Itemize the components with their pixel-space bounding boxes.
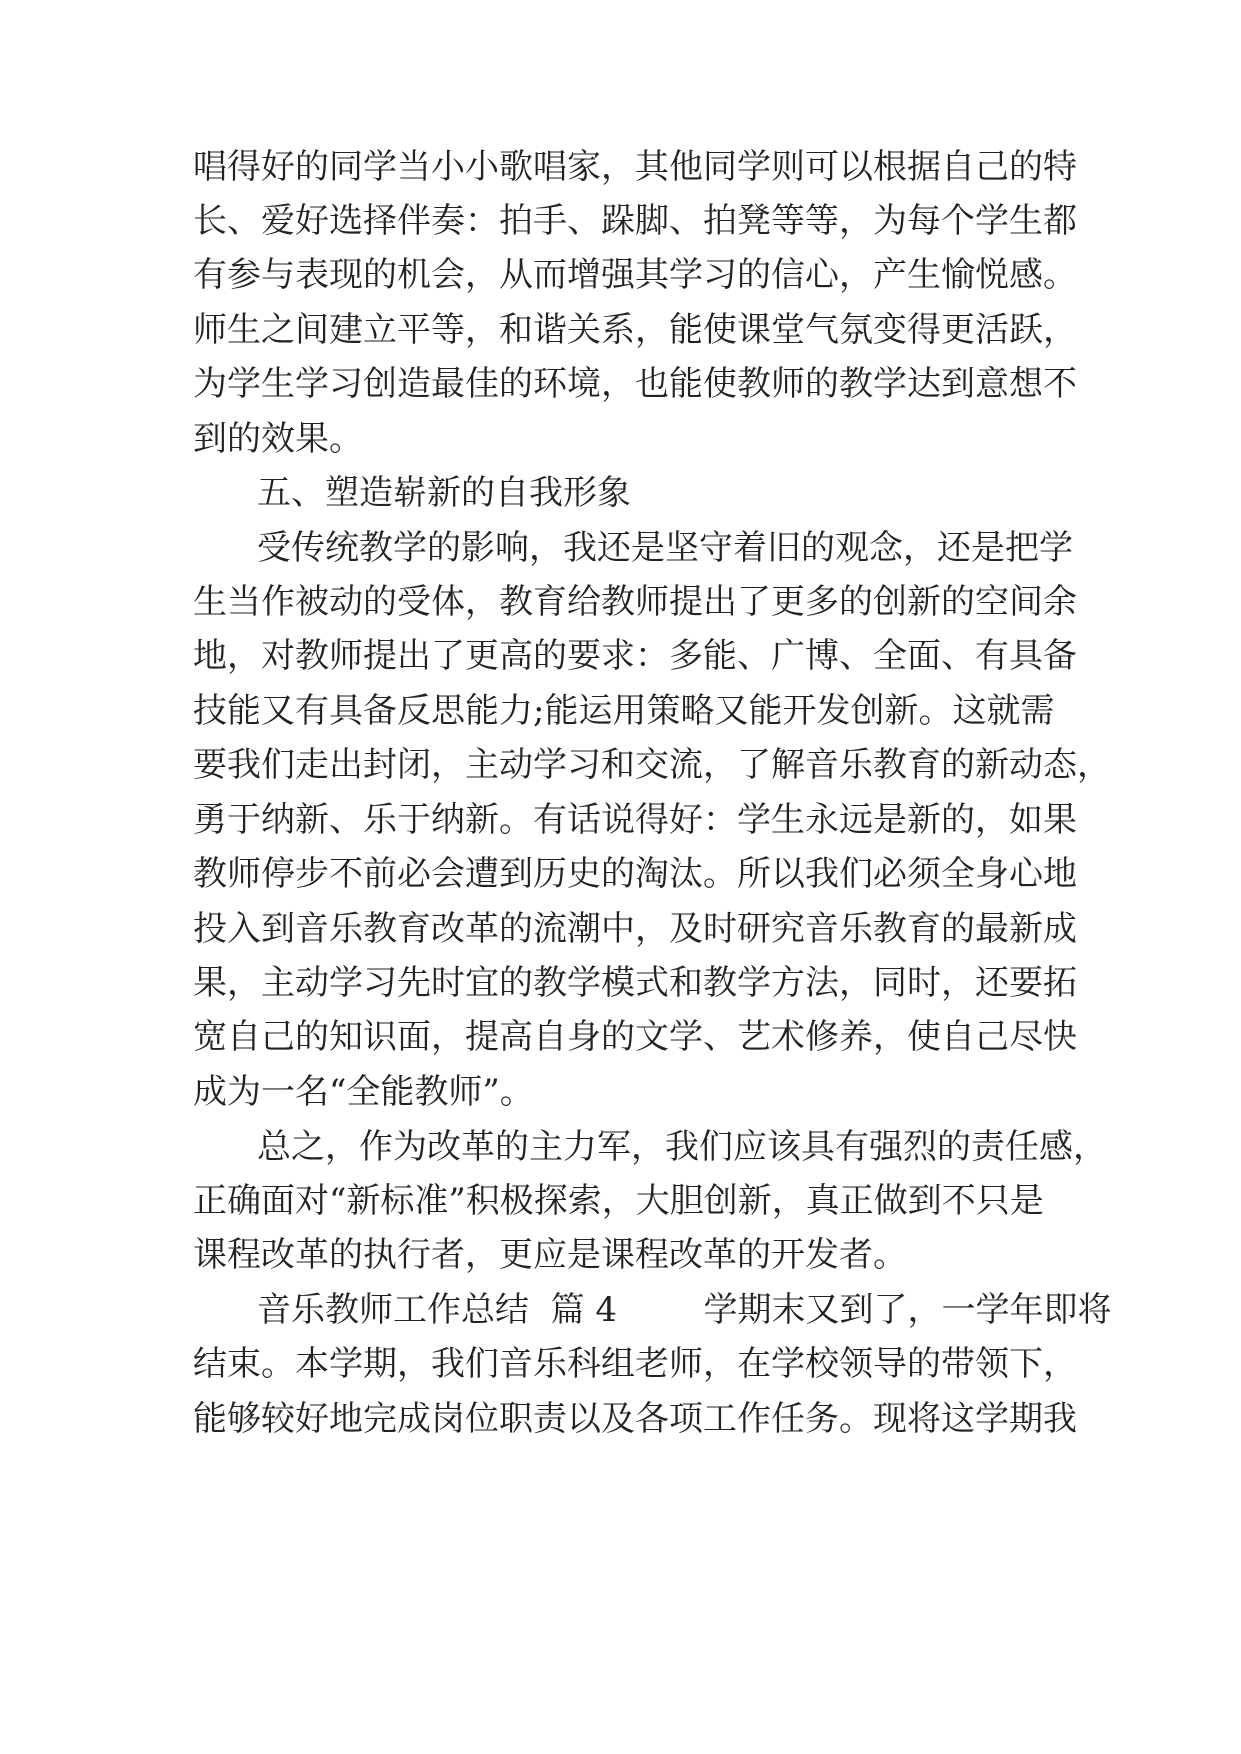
text-line: 长、爱好选择伴奏：拍手、跺脚、拍凳等等，为每个学生都 (193, 201, 1077, 241)
text-line: 宽自己的知识面，提高自身的文学、艺术修养，使自己尽快 (193, 1017, 1077, 1057)
text-line: 结束。本学期，我们音乐科组老师，在学校领导的带领下， (193, 1344, 1077, 1384)
text-line: 正确面对“新标准”积极探索，大胆创新，真正做到不只是 (193, 1181, 1044, 1221)
text-line: 唱得好的同学当小小歌唱家，其他同学则可以根据自己的特 (193, 147, 1077, 187)
text-line: 技能又有具备反思能力;能运用策略又能开发创新。这就需 (193, 691, 1055, 731)
text-line: 能够较好地完成岗位职责以及各项工作任务。现将这学期我 (193, 1399, 1077, 1439)
text-line: 成为一名“全能教师”。 (193, 1072, 534, 1112)
text-line: 地，对教师提出了更高的要求：多能、广博、全面、有具备 (193, 636, 1077, 676)
text-line: 为学生学习创造最佳的环境，也能使教师的教学达到意想不 (193, 364, 1077, 404)
text-line: 果，主动学习先时宜的教学模式和教学方法，同时，还要拓 (193, 963, 1077, 1003)
text-line: 到的效果。 (193, 419, 363, 459)
text-line: 师生之间建立平等，和谐关系，能使课堂气氛变得更活跃， (193, 310, 1077, 350)
text-line: 生当作被动的受体，教育给教师提出了更多的创新的空间余 (193, 582, 1077, 622)
text-line: 要我们走出封闭，主动学习和交流，了解音乐教育的新动态， (193, 745, 1111, 785)
text-line: 受传统教学的影响，我还是坚守着旧的观念，还是把学 (257, 528, 1073, 568)
text-line: 音乐教师工作总结 篇 4 学期末又到了，一学年即将 (257, 1290, 1112, 1330)
text-line: 投入到音乐教育改革的流潮中，及时研究音乐教育的最新成 (193, 909, 1077, 949)
text-line: 有参与表现的机会，从而增强其学习的信心，产生愉悦感。 (193, 255, 1077, 295)
text-line: 总之，作为改革的主力军，我们应该具有强烈的责任感， (257, 1127, 1107, 1167)
text-line: 教师停步不前必会遭到历史的淘汰。所以我们必须全身心地 (193, 854, 1077, 894)
section-heading: 五、塑造崭新的自我形象 (257, 473, 631, 513)
text-line: 课程改革的执行者，更应是课程改革的开发者。 (193, 1235, 907, 1275)
text-line: 勇于纳新、乐于纳新。有话说得好：学生永远是新的，如果 (193, 800, 1077, 840)
